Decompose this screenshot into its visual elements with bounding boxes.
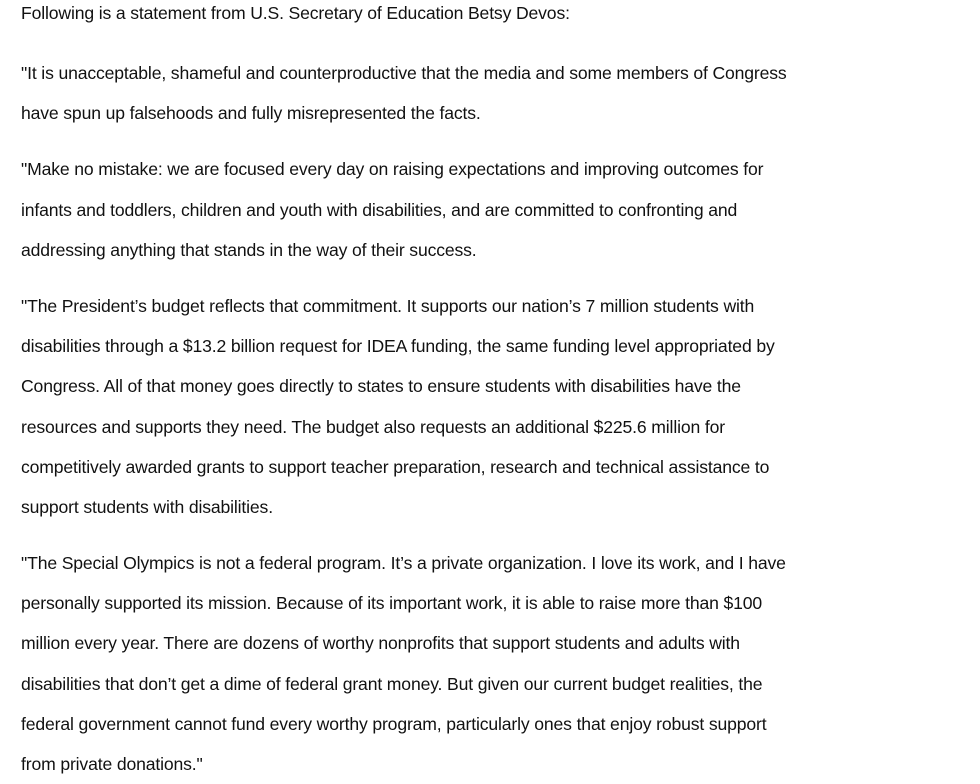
text-line: resources and supports they need. The budget also requests an additional $225.6 million for	[21, 416, 725, 437]
text-line: "The Special Olympics is not a federal program. It’s a private organization. I love its work, and I have	[21, 553, 786, 574]
intro-paragraph	[21, 0, 971, 26]
text-line: competitively awarded grants to support teacher preparation, research and technical assistance to	[21, 456, 770, 477]
document-body	[21, 0, 971, 784]
text-line: from private donations."	[21, 754, 203, 774]
paragraph-make-no-mistake	[21, 149, 971, 270]
paragraph-presidents-budget	[21, 286, 971, 527]
paragraph-unacceptable	[21, 53, 971, 133]
text-line: have spun up falsehoods and fully misrepresented the facts.	[21, 103, 481, 124]
text-line: disabilities that don’t get a dime of federal grant money. But given our current budget realities, the	[21, 673, 763, 694]
text-line: disabilities through a $13.2 billion request for IDEA funding, the same funding level appropriated by	[21, 336, 775, 357]
text-line: infants and toddlers, children and youth with disabilities, and are committed to confronting and	[21, 199, 738, 220]
text-line: support students with disabilities.	[21, 496, 273, 517]
text-line: personally supported its mission. Because of its important work, it is able to raise more than $100	[21, 593, 763, 614]
text-line: million every year. There are dozens of worthy nonprofits that support students and adults with	[21, 633, 740, 654]
text-line: "The President’s budget reflects that commitment. It supports our nation’s 7 million students with	[21, 295, 755, 316]
text-line: "Make no mistake: we are focused every day on raising expectations and improving outcomes for	[21, 159, 764, 180]
paragraph-special-olympics	[21, 543, 971, 784]
text-line: addressing anything that stands in the way of their success.	[21, 239, 477, 260]
text-line: Following is a statement from U.S. Secretary of Education Betsy Devos:	[21, 3, 570, 23]
text-line: "It is unacceptable, shameful and counterproductive that the media and some members of Congress	[21, 63, 787, 83]
text-line: federal government cannot fund every worthy program, particularly ones that enjoy robust support	[21, 713, 767, 734]
text-line: Congress. All of that money goes directly to states to ensure students with disabilities have the	[21, 376, 741, 397]
